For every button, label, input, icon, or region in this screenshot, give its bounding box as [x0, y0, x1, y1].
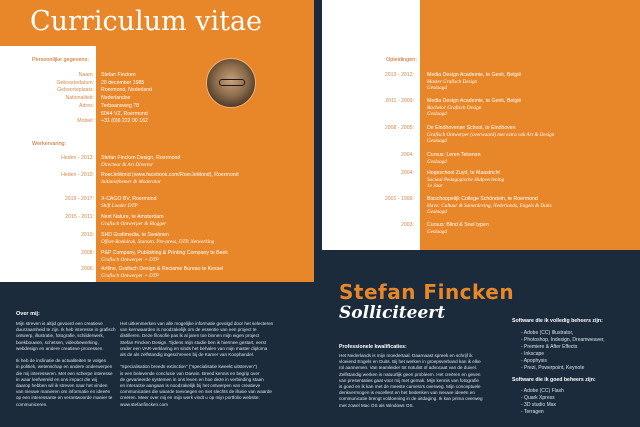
personal-value: Roermond, Nederland [101, 87, 153, 94]
education-period: 2013 - 2012: [384, 72, 414, 78]
work-employer: P&P Company, Publishing & Printing Company te Beek [101, 250, 228, 256]
qualification-line: Het Nederlands is mijn moedertaal. Daarnaast spreek en schrijf ik [339, 353, 473, 358]
about-line: de gevarieerde systemen in ons leven en hoe deze in verbinding staan [120, 376, 264, 382]
work-role: Grafisch Ontwerper + DTP [101, 256, 159, 263]
software2-item: - Terragen [521, 409, 544, 415]
work-role: Offset-Boekdruk, Stansen, Pre-press, DTP, Netwerking [101, 238, 215, 245]
qualification-line: Zelfstandig werken is natuurlijk geen probleem. Het creëren en geven [339, 371, 481, 377]
work-period: Heden - 2013: [61, 155, 94, 161]
education-status: 1e Jaar [427, 183, 443, 189]
about-line: van nieuwe manieren om informatie en ideeën [16, 389, 111, 395]
education-status: Geslaagd [427, 138, 447, 144]
education-course: Bachelor Grafisch Design [427, 104, 482, 111]
software2-item: - Adobe (CC) Flash [521, 388, 564, 394]
education-period: 2004: [401, 170, 414, 176]
education-school: De Eindhovense School, te Eindhoven [427, 125, 516, 131]
qualification-line: communicatie brengt voldoening in de uitdaging. Ik kan prima overweg [339, 396, 483, 402]
education-school: Cursus: Blind & Snel typen [427, 222, 489, 228]
work-employer: Artline, Grafisch Design & Reclame Bureau te Kessel [101, 266, 224, 272]
personal-label: Adres: [79, 102, 94, 109]
education-period: 2004: [401, 152, 414, 158]
work-employer: Next Nature, te Amsterdam [101, 214, 164, 220]
personal-label: Geboortedatum: [56, 79, 94, 86]
education-school: Bisschoppelijk College Schöndeln, te Roermond [427, 196, 538, 202]
education-status: Geslaagd [427, 209, 447, 215]
about-line: creëren. Meer over mij en mijn werk vindt u op mijn portfolio website: [120, 395, 260, 401]
qualification-line: vloeiend Engels en Duits. Bij het werken in groepsverband kan ik elke [339, 359, 481, 365]
qualification-line: van presentaties gaat voor mij met gemak. Mijn kennis van fotografie [339, 377, 479, 383]
education-school: Media Design Academie, te Genk, België [427, 72, 522, 78]
work-period: 2010: [81, 232, 94, 238]
software-item: - Apophysis [521, 358, 547, 364]
work-role: Shift Leader DTP [101, 202, 138, 209]
about-line: onder een VAR-verklaring en sinds het behalen van mijn master diploma [120, 345, 268, 351]
about-column-1 [16, 321, 116, 408]
work-period: 2008: [81, 250, 94, 256]
personal-value: 20 december 1985 [101, 79, 145, 86]
software2-item: - 3D studio Max [521, 402, 557, 408]
education-period: 2001 - 1999: [384, 196, 414, 202]
education-status: Geslaagd [427, 111, 447, 117]
education-school: Cursus: Leren Tekenen [427, 152, 481, 158]
about-line: daarop hebben wil ik streven naar het vinden [16, 383, 108, 389]
about-line: Stefan Fincken Design. Tijdens mijn studie ben ik hiermee gestart, eerst [120, 339, 267, 345]
software-item: - Premiere & After Effects [521, 344, 578, 350]
work-employer: X-CAGO BV, Roermond [101, 196, 157, 202]
software-item: - Photoshop, Indesign, Dreamweaver, [521, 337, 605, 343]
education-course: Grafisch Ontwerper (overwaard) met extra vak Art & Design [427, 131, 555, 138]
software-item: - Adobe (CC) Illustrator, [521, 330, 574, 336]
education-period: 2011 - 2009: [385, 98, 414, 104]
qualifications-text [339, 353, 494, 409]
education-period: 2003: [401, 222, 414, 228]
education-status: Geslaagd [427, 85, 447, 91]
personal-label: Geboorteplaats: [57, 87, 94, 94]
applicant-name: Stefan Fincken [339, 280, 515, 304]
about-line: duurzaamheid te zijn. Ik heb interesse in grafisch [16, 327, 116, 333]
glasses-icon [219, 79, 245, 86]
education-status: Geslaagd [427, 228, 447, 235]
education-heading: Opleidingen: [386, 57, 417, 63]
about-line: communicaties die waarde toevoegen en niet slechts de illusie van waarde [120, 389, 272, 395]
about-line: communiceren. [16, 401, 48, 407]
software-item: - Prezi, Powerpoint, Keynote [521, 365, 585, 371]
about-line: in waar leefwereld en ons impact die wij [16, 376, 97, 382]
software2-item: - Quark Xpress [521, 395, 555, 401]
about-line: ontwerp, illustratie, fotografie, schilderwerk, [16, 333, 105, 339]
profile-photo [206, 58, 256, 108]
software-item: - Inkscape [521, 351, 545, 357]
personal-value: Stefan Fincken [101, 72, 136, 78]
work-heading: Werkervaring: [32, 141, 67, 147]
personal-heading: Persoonlijke gegevens: [32, 57, 89, 63]
qualifications-heading: Professionele kwalificaties: [339, 344, 407, 350]
personal-value: 6044 VZ, Roermond [101, 110, 148, 117]
personal-value: Nederlandse [101, 95, 131, 102]
about-line: www.stefanfincken.com [120, 401, 168, 407]
work-period: 2015 - 2011: [65, 214, 94, 220]
work-period: 2006: [81, 266, 94, 272]
about-line: van kernwaarden is noodzakelijk om de essentie van een project te [120, 327, 257, 333]
work-employer: SHD Grafimedia, te Swalmen [101, 232, 169, 238]
qualification-line: met zowel Mac OS als Windows OS. [339, 402, 414, 408]
about-line: die mij interesseren. Met een scherpe interesse [16, 370, 113, 376]
about-line: webdesign en andere creatieve processen. [16, 345, 104, 351]
education-course: Sociaal Pedagogische Hulpverlening [427, 176, 505, 183]
work-employer: RoerJeMond (www.facebook.com/RoerJeMond), Roermond [101, 172, 239, 178]
about-line: is een belevende conclusie van Darwin. Breed kennis en begrip over [120, 370, 260, 376]
education-status: Geslaagd [427, 158, 447, 165]
applicant-subtitle: Solliciteert [339, 303, 446, 323]
about-line: "Specialisation breeds extinction" ("specialisatie kweekt uitsterven") [120, 364, 257, 370]
software2-heading: Software die ik goed beheers zijn: [512, 377, 596, 383]
education-course: Havo: Cultuur & Samenleving, Nederlands, Engels & Duits [427, 202, 552, 209]
education-course: Master Grafisch Design [427, 78, 478, 85]
about-line: op een interessante en verantwoorde manier te [16, 395, 113, 401]
software-heading: Software die ik volledig beheers zijn: [512, 318, 603, 324]
qualification-line: rol aannemen. Van teamleider tot notulist of advocaat van de duivel. [339, 365, 478, 371]
work-role: Grafisch Ontwerper + DTP [101, 272, 159, 279]
personal-label: Mobiel: [77, 118, 94, 125]
work-employer: Stefan Fincken Design, Roermond [101, 155, 181, 161]
about-line: distilleren. Deze filosofie pas ik al jaren toe binnen mijn eigen project [120, 333, 260, 339]
work-role: Directeur & Art Director [101, 161, 154, 168]
personal-value: +31 (0)6 222 00 162 [101, 118, 148, 125]
about-line: boekbouwen, schetsen, videobewerking, [16, 339, 99, 345]
about-line: Mijn streven is altijd gevoerd een creatieve [16, 321, 103, 326]
education-period: 2008 - 2005: [384, 125, 414, 131]
personal-value: Terbaansweg 78 [101, 102, 140, 109]
about-line: als de als zelfstandig ingeschreven bij de Kamer van Koophandel. [120, 352, 255, 358]
work-role: Initiatiefnemer & Moderator [101, 178, 161, 185]
education-school: Hogeschool Zuyd, te Maastricht [427, 170, 500, 176]
cv-title: Curriculum vitae [30, 6, 263, 37]
work-period: Heden - 2010: [61, 172, 94, 178]
about-line: Ik heb de inclinatie de actualiteiten te volgen [16, 358, 107, 364]
qualification-line: denkvermogen is excellent en het bedenken van nieuwe ideeën en [339, 390, 475, 396]
education-school: Media Design Academie, te Genk, België [427, 98, 522, 104]
work-role: Grafisch Ontwerper & Blogger [101, 220, 167, 227]
qualification-line: is goed en ik kan met de meeste camera's overweg. Mijn conceptuele [339, 384, 481, 390]
about-column-2 [120, 321, 310, 408]
about-line: en interactie aangaan is noodzakelijk bij het ontwerpen van creatieve [120, 383, 261, 389]
about-heading: Over mij: [16, 311, 40, 317]
personal-label: Nationaliteit: [65, 95, 94, 102]
about-line: in politiek, wetenschap en andere onderwerpen [16, 364, 113, 370]
work-period: 2019 - 2017: [64, 196, 94, 202]
about-line: Het uitkenmerken van alle mogelijke informatie gevolgd door het selecteren [120, 321, 274, 326]
personal-label: Naam: [78, 72, 94, 78]
